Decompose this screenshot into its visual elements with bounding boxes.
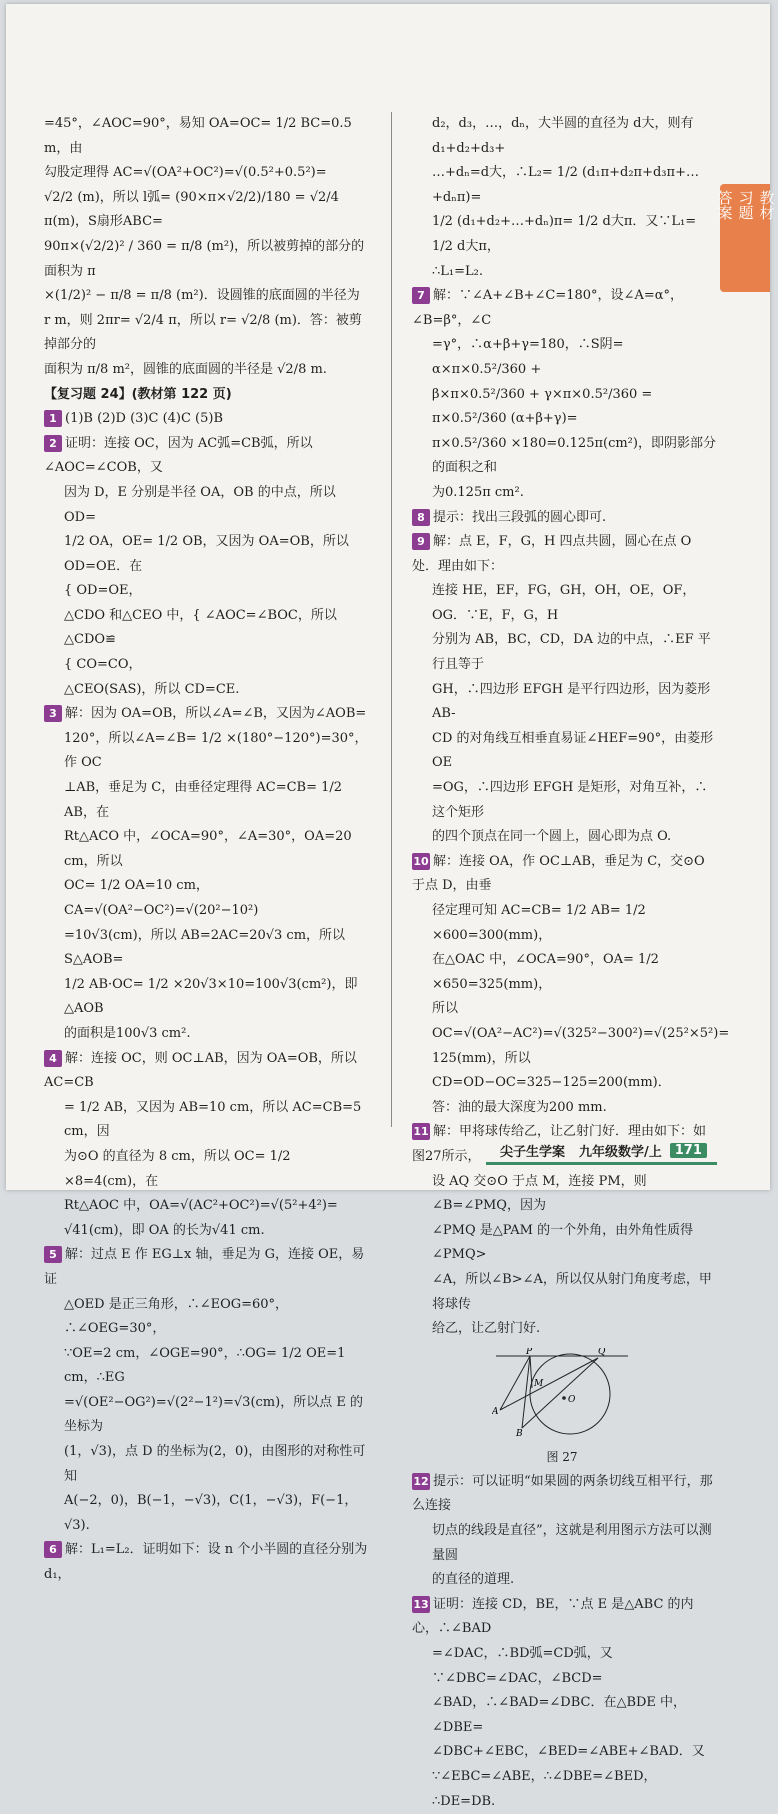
text-line [412, 628, 717, 677]
answer-item [412, 850, 717, 899]
question-number-badge: 11 [413, 1125, 429, 1139]
text-line [44, 1145, 369, 1194]
line-text: ∠DBC+∠EBC，∠BED=∠ABE+∠BAD．又 [432, 1744, 705, 1760]
answer-item [44, 407, 369, 432]
text-line [44, 481, 369, 530]
text-line [412, 383, 717, 432]
text-line [412, 481, 717, 506]
line-text: GH，∴四边形 EFGH 是平行四边形，因为菱形 AB- [432, 681, 711, 722]
text-line [412, 678, 717, 727]
circle-diagram [492, 1348, 632, 1438]
side-tab-label: 教材 [757, 190, 776, 220]
line-text: =∠DAC，∴BD弧=CD弧，又∵∠DBC=∠DAC，∠BCD= [432, 1646, 613, 1686]
side-tab[interactable] [715, 184, 776, 292]
line-text: 1/2 OA，OE= 1/2 OB，又因为 OA=OB，所以 OD=OE．在 [64, 534, 349, 574]
line-text: △OED 是正三角形，∴∠EOG=60°，∴∠OEG=30°， [64, 1296, 289, 1337]
label-p: P [526, 1347, 533, 1357]
grade-label: 九年级数学/上 [579, 1144, 662, 1160]
text-line [44, 1293, 369, 1342]
text-line [412, 899, 717, 948]
label-q: Q [598, 1347, 606, 1357]
text-line [412, 1268, 717, 1317]
text-line [412, 948, 717, 997]
text-line [412, 260, 717, 285]
line-text: 为⊙O 的直径为 8 cm，所以 OC= 1/2 ×8=4(cm)，在 [64, 1148, 291, 1189]
text-line [44, 358, 369, 383]
text-line [44, 973, 369, 1022]
line-text: 证明：连接 CD，BE，∵点 E 是△ABC 的内心，∴∠BAD [412, 1596, 694, 1637]
side-tab-label: 习题 [736, 190, 755, 220]
line-text: 面积为 π/8 m²，圆锥的底面圆的半径是 √2/8 m. [44, 361, 327, 377]
line-text: √2/2 (m)，所以 l弧= (90×π×√2/2)/180 = √2/4 π(m)，S扇形ABC= [44, 189, 339, 230]
answer-item [412, 1470, 717, 1519]
line-text: { OD=OE， [64, 583, 142, 599]
line-text: r m，则 2πr= √2/4 π，所以 r= √2/8 (m)．答：被剪掉部分的 [44, 312, 362, 353]
line-text: ∠BAD，∴∠BAD=∠DBC．在△BDE 中，∠DBE= [432, 1695, 687, 1735]
text-line [44, 1194, 369, 1219]
question-number-badge: 3 [44, 705, 62, 722]
line-text: 的直径的道理. [432, 1572, 515, 1588]
text-line [412, 1642, 717, 1691]
answer-item [412, 530, 717, 579]
figure-27 [492, 1348, 632, 1470]
text-line [44, 825, 369, 874]
text-line [412, 997, 730, 1046]
label-m: M [534, 1378, 544, 1389]
question-number-badge: 7 [412, 287, 430, 304]
line-text: 解：点 E，F，G，H 四点共圆，圆心在点 O 处．理由如下： [412, 534, 692, 574]
text-line [412, 1765, 717, 1814]
line-text: 解：过点 E 作 EG⊥x 轴，垂足为 G，连接 OE，易证 [44, 1247, 365, 1287]
text-line [412, 1170, 717, 1219]
line-text: 解：因为 OA=OB，所以∠A=∠B，又因为∠AOB= [65, 706, 367, 722]
question-number-badge: 9 [412, 533, 430, 550]
text-line [412, 1740, 717, 1765]
line-text: 【复习题 24】(教材第 122 页) [44, 386, 232, 402]
line-text: ∠A，所以∠B>∠A，所以仅从射门角度考虑，甲将球传 [432, 1271, 712, 1312]
question-number-badge: 5 [44, 1246, 62, 1263]
line-text: Rt△ACO 中，∠OCA=90°，∠A=30°，OA=20 cm，所以 [64, 829, 352, 869]
label-b: B [516, 1428, 523, 1438]
line-text: 1/2 AB·OC= 1/2 ×20√3×10=100√3(cm²)，即△AOB [64, 976, 358, 1017]
line-text: 的四个顶点在同一个圆上，圆心即为点 O. [432, 829, 672, 845]
line-text: 证明：连接 OC，因为 AC弧=CB弧，所以∠AOC=∠COB，又 [44, 435, 313, 476]
line-text: 答：油的最大深度为200 mm. [432, 1099, 607, 1115]
line-text: d₂，d₃，…，dₙ，大半圆的直径为 d大，则有 d₁+d₂+d₃+ [432, 116, 694, 156]
answer-item [44, 1243, 369, 1292]
text-line [44, 1440, 369, 1489]
line-text: √41(cm)，即 OA 的长为√41 cm. [64, 1222, 265, 1238]
answer-item [412, 1593, 717, 1642]
line-text: Rt△AOC 中，OA=√(AC²+OC²)=√(5²+4²)= [64, 1198, 338, 1214]
line-text: …+dₙ=d大，∴L₂= 1/2 (d₁π+d₂π+d₃π+…+dₙπ)= [432, 165, 699, 205]
line-text: 所以 OC=√(OA²−AC²)=√(325²−300²)=√(25²×5²)= [432, 1001, 730, 1041]
question-number-badge: 12 [413, 1474, 429, 1488]
line-text: 为0.125π cm². [432, 484, 524, 500]
text-line [44, 1391, 369, 1440]
line-text: =γ°，∴α+β+γ=180，∴S阴= α×π×0.5²/360 + [432, 337, 624, 377]
side-tab-label: 答案 [715, 190, 734, 220]
line-text: △CEO(SAS)，所以 CD=CE. [64, 681, 240, 697]
line-text: ∠PMQ 是△PAM 的一个外角，由外角性质得∠PMQ> [432, 1222, 694, 1263]
text-line [412, 112, 717, 161]
text-line [44, 874, 369, 923]
line-text: 径定理可知 AC=CB= 1/2 AB= 1/2 ×600=300(mm)， [432, 903, 646, 943]
line-text: 提示：可以证明“如果圆的两条切线互相平行，那么连接 [412, 1473, 713, 1514]
line-text: ∴L₁=L₂. [432, 263, 483, 279]
line-text: 120°，所以∠A=∠B= 1/2 ×(180°−120°)=30°，作 OC [64, 730, 368, 771]
text-line [412, 1317, 717, 1342]
figure-caption: 图 27 [546, 1450, 578, 1465]
line-text: =√(OE²−OG²)=√(2²−1²)=√3(cm)，所以点 E 的坐标为 [64, 1394, 363, 1435]
line-text: 提示：找出三段弧的圆心即可. [433, 509, 607, 525]
text-line [44, 1096, 369, 1145]
line-text: π×0.5²/360 ×180=0.125π(cm²)，即阴影部分的面积之和 [432, 435, 716, 476]
text-line [412, 210, 717, 259]
text-line [44, 1489, 369, 1538]
text-line [412, 1691, 717, 1740]
question-number-badge: 10 [413, 854, 429, 868]
line-text: { CO=CO， [64, 657, 142, 673]
line-text: 设 AQ 交⊙O 于点 M，连接 PM，则∠B=∠PMQ，因为 [432, 1173, 647, 1214]
text-line [44, 112, 369, 161]
line-text: 连接 HE，EF，FG，GH，OH，OE，OF，OG．∵E，F，G，H [432, 583, 696, 623]
textbook-page [6, 4, 776, 1809]
line-text: 的面积是100√3 cm². [64, 1025, 191, 1041]
page-footer [486, 1138, 717, 1165]
answer-item [44, 432, 369, 481]
answer-item [412, 284, 717, 333]
text-line [44, 284, 369, 309]
text-line [44, 1022, 369, 1047]
text-line [44, 678, 369, 703]
line-text: (1，√3)，点 D 的坐标为(2，0)，由图形的对称性可知 [64, 1444, 366, 1484]
question-number-badge: 2 [44, 435, 62, 452]
text-line [44, 530, 369, 579]
text-line [44, 235, 369, 284]
text-line [412, 161, 717, 210]
line-text: ∵OE=2 cm，∠OGE=90°，∴OG= 1/2 OE=1 cm，∴EG [64, 1345, 346, 1386]
line-text: 125(mm)，所以 CD=OD−OC=325−125=200(mm)． [432, 1050, 671, 1091]
question-number-badge: 4 [44, 1050, 62, 1067]
label-a: A [492, 1406, 499, 1417]
question-number-badge: 6 [44, 1541, 62, 1558]
section-heading [44, 383, 369, 408]
text-line [412, 776, 717, 825]
line-text: 勾股定理得 AC=√(OA²+OC²)=√(0.5²+0.5²)= [44, 165, 327, 181]
text-line [44, 653, 369, 678]
book-title: 尖子生学案 [500, 1144, 566, 1160]
line-text: 在△OAC 中，∠OCA=90°，OA= 1/2 ×650=325(mm)， [432, 952, 659, 992]
text-line [412, 1519, 717, 1568]
line-text: 分别为 AB，BC，CD，DA 边的中点，∴EF 平行且等于 [432, 632, 711, 673]
question-number-badge: 8 [412, 509, 430, 526]
question-number-badge: 13 [413, 1597, 429, 1611]
line-text: 解：连接 OC，则 OC⊥AB，因为 OA=OB，所以 AC=CB [44, 1050, 357, 1091]
line-text: =OG，∴四边形 EFGH 是矩形，对角互补，∴这个矩形 [432, 780, 708, 820]
text-line [44, 186, 369, 235]
line-text: =45°，∠AOC=90°，易知 OA=OC= 1/2 BC=0.5 m，由 [44, 116, 352, 156]
line-text: =10√3(cm)，所以 AB=2AC=20√3 cm，所以 S△AOB= [64, 927, 346, 968]
answer-item [44, 702, 369, 727]
text-line [412, 333, 717, 382]
text-line [412, 579, 717, 628]
column-divider [391, 112, 392, 1127]
text-line [44, 604, 369, 653]
label-o: O [568, 1394, 576, 1405]
line-text: A(−2，0)，B(−1，−√3)，C(1，−√3)，F(−1，√3). [64, 1493, 358, 1533]
line-text: (1)B (2)D (3)C (4)C (5)B [65, 411, 224, 427]
text-line [44, 1219, 369, 1244]
line-text: OC= 1/2 OA=10 cm，CA=√(OA²−OC²)=√(20²−10²) [64, 878, 259, 918]
text-line [412, 1219, 717, 1268]
line-text: = 1/2 AB，又因为 AB=10 cm，所以 AC=CB=5 cm，因 [64, 1099, 362, 1140]
line-text: 90π×(√2/2)² / 360 = π/8 (m²)，所以被剪掉的部分的面积为 π [44, 238, 365, 279]
line-text: 解：连接 OA，作 OC⊥AB，垂足为 C，交⊙O 于点 D，由垂 [412, 853, 705, 894]
text-line [44, 579, 369, 604]
line-text: 解：L₁=L₂．证明如下：设 n 个小半圆的直径分别为 d₁， [44, 1542, 368, 1583]
line-text: △CDO 和△CEO 中，{ ∠AOC=∠BOC，所以△CDO≌ [64, 607, 337, 648]
answer-item [44, 1047, 369, 1096]
text-line [412, 1096, 717, 1121]
line-text: ⊥AB，垂足为 C，由垂径定理得 AC=CB= 1/2 AB，在 [64, 780, 343, 820]
line-text: 因为 D，E 分别是半径 OA，OB 的中点，所以 OD= [64, 484, 336, 525]
text-line [412, 432, 717, 481]
text-line [44, 161, 369, 186]
line-text: 解：∵∠A+∠B+∠C=180°，设∠A=α°，∠B=β°，∠C [412, 288, 684, 328]
line-text: β×π×0.5²/360 + γ×π×0.5²/360 = π×0.5²/360 (α+β+γ)= [432, 386, 653, 427]
line-text: ∵∠EBC=∠ABE，∴∠DBE=∠BED，∴DE=DB. [432, 1769, 657, 1809]
text-line [412, 1568, 717, 1593]
text-line [44, 1342, 369, 1391]
text-line [412, 825, 717, 850]
text-line [44, 924, 369, 973]
answer-item [44, 1538, 369, 1587]
text-line [412, 727, 717, 776]
text-line [412, 1047, 717, 1096]
line-text: ×(1/2)² − π/8 = π/8 (m²)．设圆锥的底面圆的半径为 [44, 288, 360, 304]
line-text: 解：甲将球传给乙，让乙射门好．理由如下：如图27所示， [412, 1124, 707, 1164]
question-number-badge: 1 [44, 410, 62, 427]
line-text: 给乙，让乙射门好. [432, 1321, 541, 1337]
left-column [44, 112, 369, 1588]
text-line [44, 727, 369, 776]
text-line [44, 776, 369, 825]
text-line [44, 309, 369, 358]
answer-item [412, 506, 717, 531]
line-text: 切点的线段是直径”，这就是利用图示方法可以测量圆 [432, 1523, 712, 1563]
line-text: 1/2 (d₁+d₂+…+dₙ)π= 1/2 d大π．又∵L₁= 1/2 d大π， [432, 214, 697, 254]
page-number: 171 [670, 1143, 707, 1158]
line-text: CD 的对角线互相垂直易证∠HEF=90°，由菱形 OE [432, 730, 714, 771]
